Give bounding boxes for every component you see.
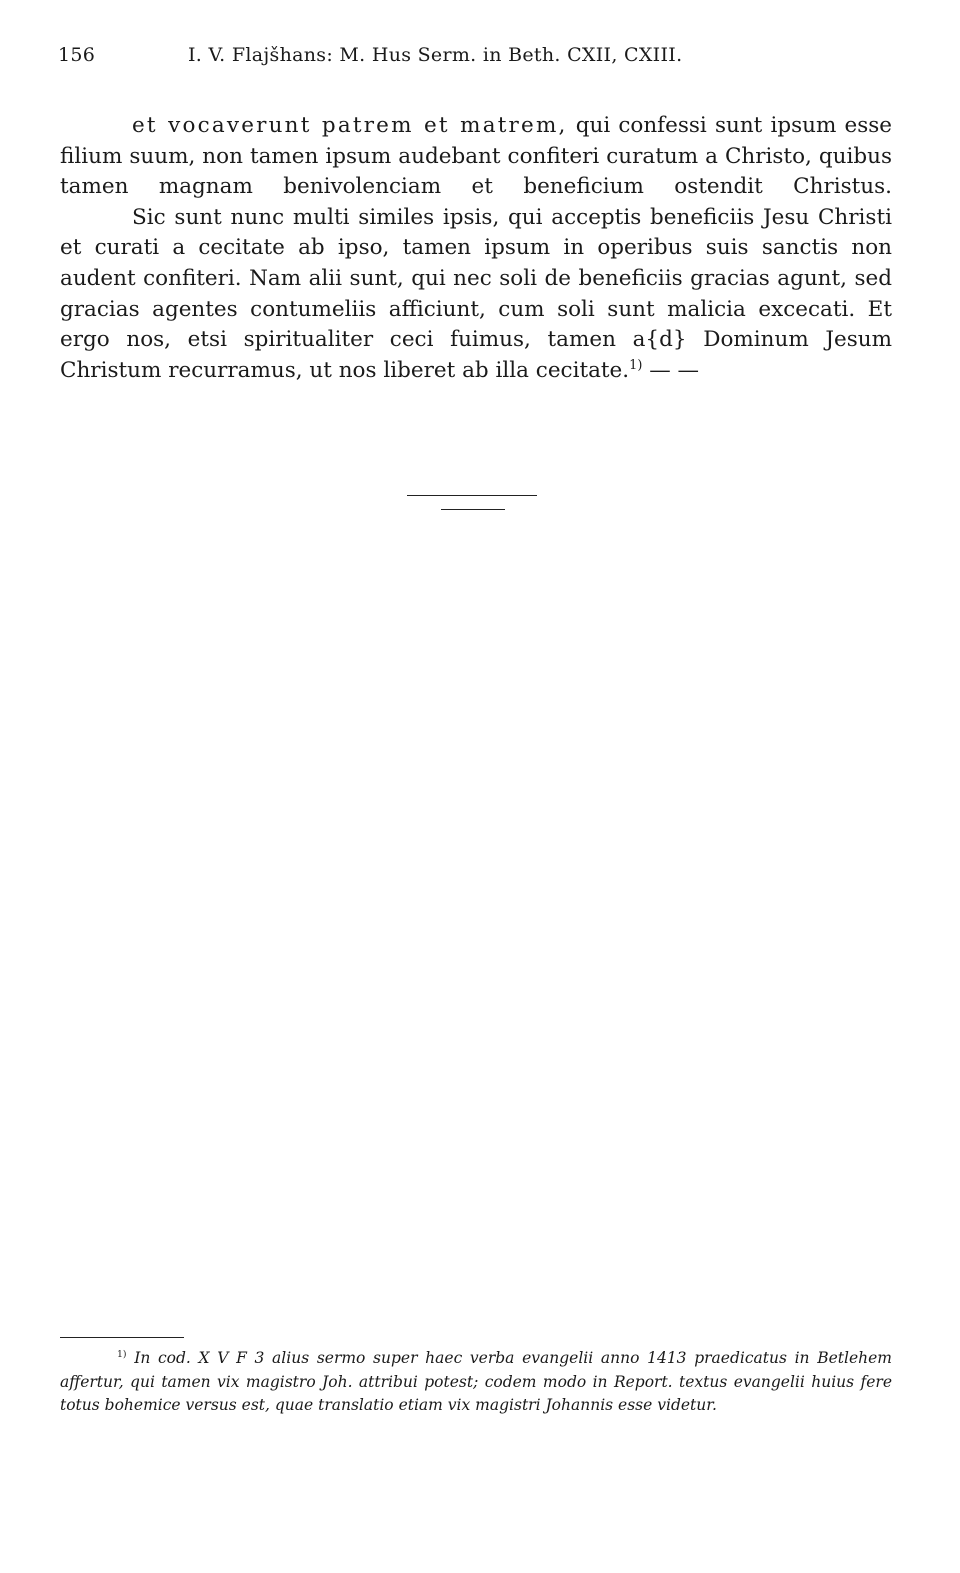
closing-dashes: — — (642, 357, 700, 383)
main-text (60, 111, 892, 386)
footnote (60, 1347, 892, 1418)
spaced-opening-phrase: et vocaverunt patrem et matrem, (132, 113, 568, 138)
paragraph-2-text: Sic sunt nunc multi similes ipsis, qui acceptis beneficiis Jesu Christi et curati a cecitate ab ipso, tamen ipsum in operibus suis sanctis non audent confiteri. Nam alii sunt, qui nec soli de beneficiis gracias agunt, sed gracias agentes contumeliis afficiunt, cum soli sunt malicia excecati. Et ergo nos, etsi spiritualiter ceci fuimus, tamen a{d} Dominum Jesum Christum recurramus, ut nos liberet ab illa cecitate. (60, 204, 892, 383)
footnote-marker: 1) (117, 1348, 127, 1360)
closing-rule-short (441, 509, 505, 510)
footnote-reference: 1) (629, 357, 643, 373)
running-head-title: I. V. Flajšhans: M. Hus Serm. in Beth. CXII, CXIII. (188, 44, 683, 66)
closing-rule-long (407, 495, 537, 496)
paragraph-1-text: qui confessi sunt ipsum esse filium suum, non tamen ipsum audebant confiteri curatum a Christo, quibus tamen magnam benivolenciam et beneficium ostendit Christus. (60, 113, 893, 200)
paragraph-2 (60, 203, 892, 387)
footnote-paragraph (60, 1347, 892, 1418)
footnote-text: In cod. X V F 3 alius sermo super haec verba evangelii anno 1413 praedicatus in Betlehem affertur, qui tamen vix magistro Joh. attribui potest; codem modo in Report. textus evangelii huius fere totus bohemice versus est, quae translatio etiam vix magistri Johannis esse videtur. (60, 1349, 892, 1414)
footnote-divider (60, 1337, 184, 1338)
page-number: 156 (58, 44, 96, 66)
paragraph-1 (60, 111, 892, 203)
running-head (58, 44, 898, 66)
